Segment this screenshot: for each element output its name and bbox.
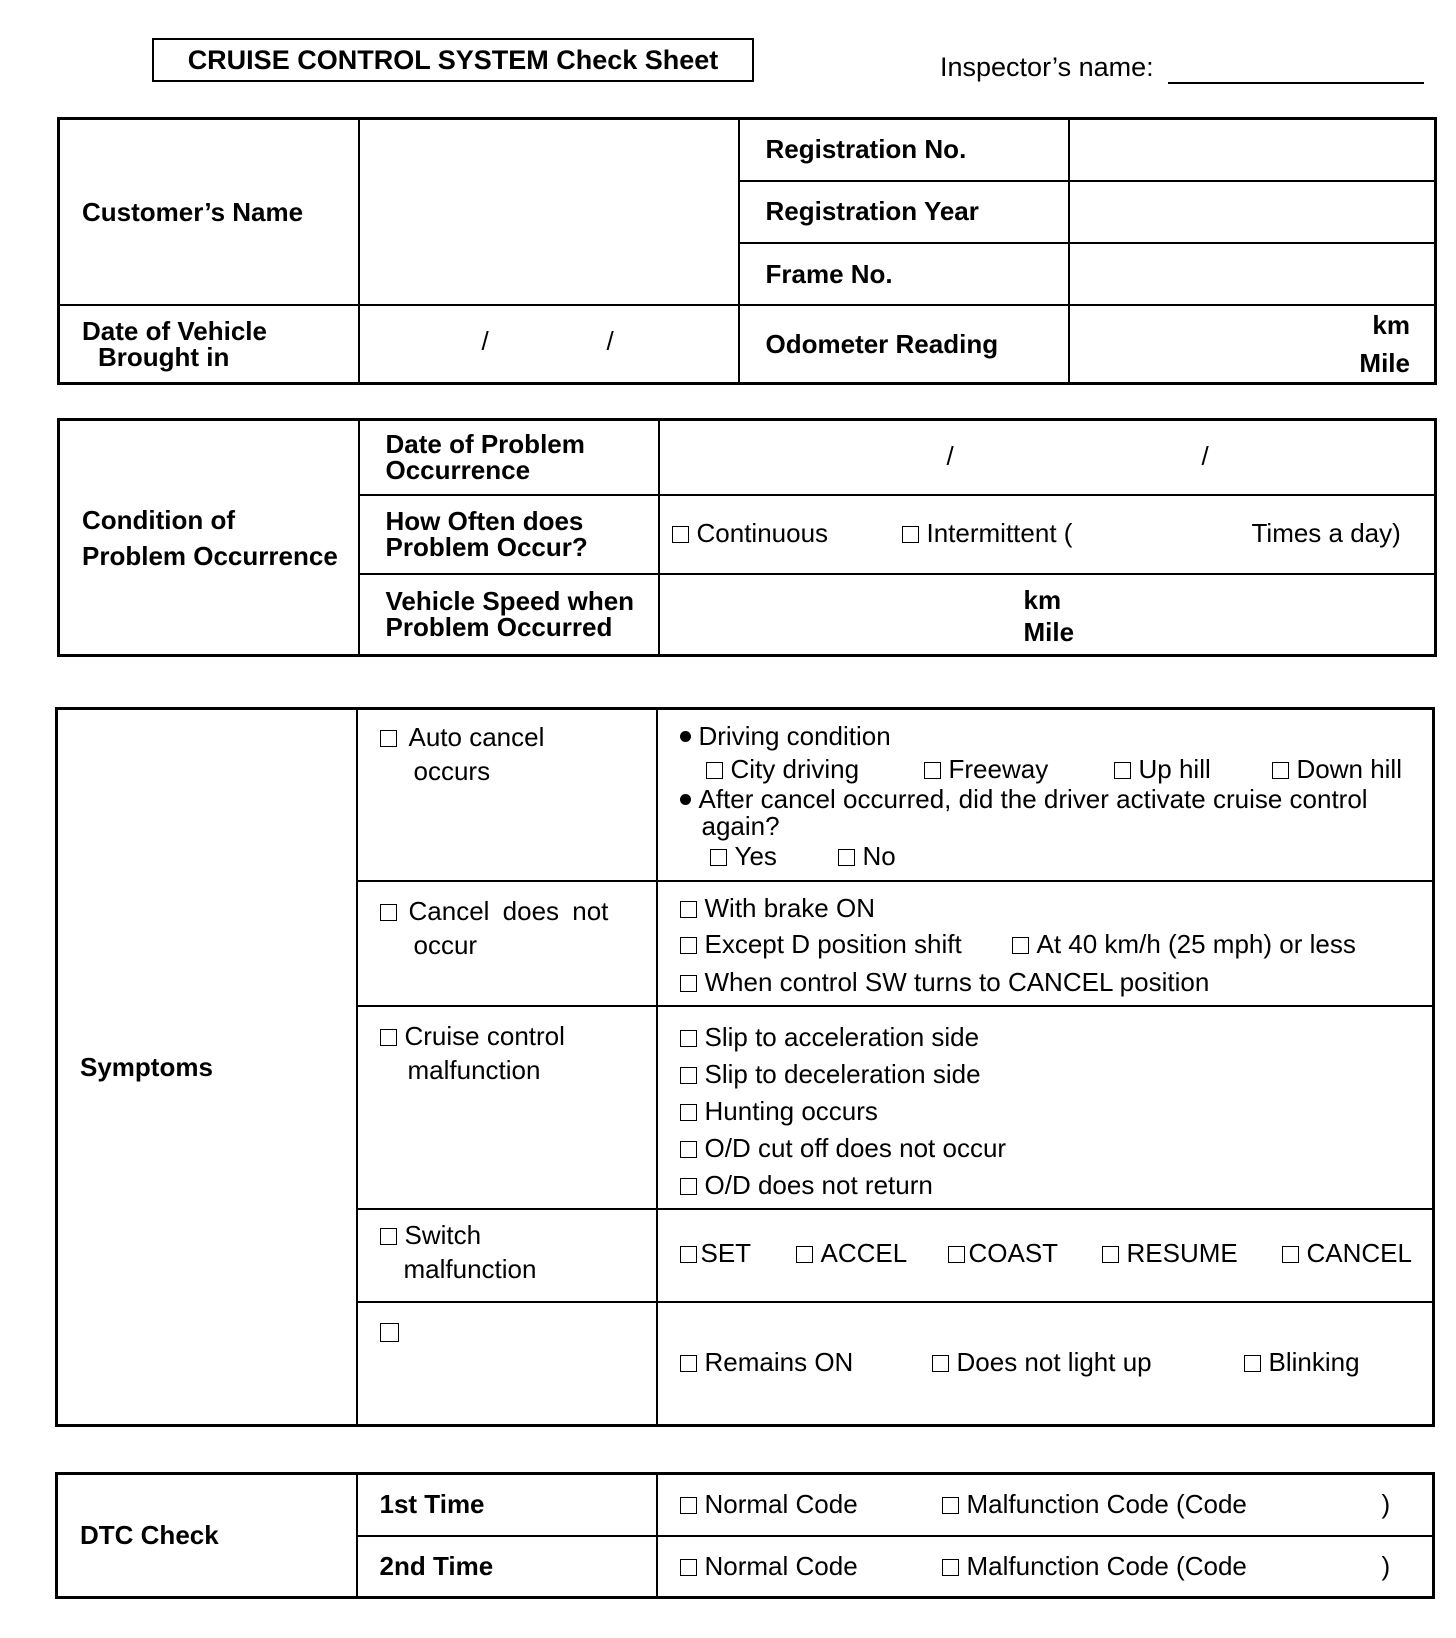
condition-label — [59, 420, 359, 656]
malfunction-option[interactable] — [680, 1056, 1433, 1093]
condition-label-line1: Condition of — [82, 504, 236, 535]
malfunction-option[interactable] — [680, 1167, 1433, 1204]
registration-no-field[interactable] — [1069, 119, 1436, 181]
date-brought-label-line2: Brought in — [98, 342, 230, 373]
indicator-checkbox[interactable] — [380, 1323, 399, 1342]
auto-cancel-checkbox[interactable] — [380, 730, 397, 747]
malfunction-details — [657, 1006, 1434, 1209]
how-often-field — [659, 495, 1436, 574]
yes-option[interactable] — [710, 841, 777, 872]
checkbox-icon[interactable] — [680, 1104, 697, 1121]
except-d-option[interactable] — [680, 929, 962, 960]
problem-date-label-line1: Date of Problem — [385, 429, 585, 460]
cancel-option[interactable] — [1282, 1238, 1412, 1269]
problem-date-label — [359, 420, 659, 495]
no-option[interactable] — [838, 841, 896, 872]
reactivate-question-line2: again? — [701, 811, 780, 841]
date-brought-in-field[interactable] — [359, 305, 739, 383]
condition-label-line2: Problem Occurrence — [82, 540, 338, 571]
odometer-field[interactable] — [1069, 305, 1436, 383]
indicator-cell — [357, 1302, 657, 1425]
checkbox-icon[interactable] — [680, 1067, 697, 1084]
option-label: Malfunction Code (Code — [966, 1550, 1247, 1581]
checkbox-icon[interactable] — [948, 1246, 965, 1263]
checkbox-icon[interactable] — [1114, 762, 1131, 779]
option-label: Hunting occurs — [704, 1096, 878, 1127]
checkbox-icon[interactable] — [1012, 937, 1029, 954]
checkbox-icon[interactable] — [710, 849, 727, 866]
cancel-not-checkbox[interactable] — [380, 904, 397, 921]
malfunction-label-line2: malfunction — [407, 1055, 541, 1086]
customer-name-field[interactable] — [359, 119, 739, 306]
checkbox-icon[interactable] — [924, 762, 941, 779]
checkbox-icon[interactable] — [680, 1030, 697, 1047]
speed-field[interactable] — [659, 574, 1436, 656]
symptoms-table — [55, 707, 1435, 1427]
intermittent-option[interactable] — [902, 518, 1073, 549]
option-label: ACCEL — [820, 1237, 908, 1268]
problem-date-field[interactable] — [659, 420, 1436, 495]
reactivate-question: After cancel occurred, did the driver activate cruise control — [698, 784, 1368, 814]
date-brought-in-label — [59, 305, 359, 383]
remains-on-option[interactable] — [680, 1347, 854, 1378]
speed-label-line2: Problem Occurred — [385, 612, 613, 643]
checkbox-icon[interactable] — [706, 762, 723, 779]
malfunction-option[interactable] — [680, 1130, 1433, 1167]
problem-date-label-line2: Occurrence — [385, 455, 531, 486]
option-label: Remains ON — [704, 1347, 854, 1378]
first-time-label: 1st Time — [357, 1474, 657, 1536]
checkbox-icon[interactable] — [680, 975, 697, 992]
auto-cancel-label-line2: occurs — [413, 756, 491, 786]
option-label: At 40 km/h (25 mph) or less — [1036, 928, 1356, 959]
unit-km: km — [1023, 584, 1062, 615]
intermittent-label: Intermittent ( — [926, 517, 1073, 548]
not-light-option[interactable] — [932, 1347, 1152, 1378]
checkbox-icon[interactable] — [1282, 1246, 1299, 1263]
up-hill-option[interactable] — [1114, 754, 1211, 785]
checkbox-icon[interactable] — [680, 937, 697, 954]
option-label: Down hill — [1296, 754, 1402, 784]
option-label: City driving — [730, 754, 860, 784]
freeway-option[interactable] — [924, 754, 1049, 785]
frame-no-field[interactable] — [1069, 243, 1436, 305]
switch-label: Switch — [404, 1219, 482, 1250]
unit-mile: Mile — [1359, 348, 1410, 379]
normal-code-option[interactable] — [680, 1551, 858, 1582]
option-label: Yes — [734, 841, 777, 871]
option-label: Blinking — [1268, 1347, 1360, 1378]
auto-cancel-details — [657, 709, 1434, 881]
malfunction-option[interactable] — [680, 1093, 1433, 1130]
checkbox-icon[interactable] — [1272, 762, 1289, 779]
second-time-row — [657, 1536, 1434, 1598]
with-brake-option[interactable] — [680, 890, 1433, 927]
bullet-icon — [680, 794, 691, 805]
continuous-option[interactable] — [672, 518, 829, 549]
control-sw-option[interactable] — [680, 964, 1433, 1001]
inspector-label: Inspector’s name: — [940, 52, 1154, 82]
switch-checkbox[interactable] — [380, 1228, 397, 1245]
option-label: When control SW turns to CANCEL position — [704, 966, 1210, 997]
close-paren: ) — [1381, 1550, 1391, 1581]
close-paren: ) — [1381, 1489, 1391, 1519]
option-label: Freeway — [948, 754, 1049, 784]
malfunction-option[interactable] — [680, 1019, 1433, 1056]
auto-cancel-label: Auto cancel — [408, 722, 545, 752]
checkbox-icon[interactable] — [680, 1141, 697, 1158]
option-label: O/D cut off does not occur — [704, 1133, 1007, 1164]
registration-year-label: Registration Year — [739, 181, 1069, 243]
speed-label-line1: Vehicle Speed when — [385, 586, 635, 617]
vehicle-info-table — [57, 117, 1437, 385]
malfunction-code-option[interactable] — [942, 1551, 1247, 1582]
checkbox-icon[interactable] — [1244, 1355, 1261, 1372]
times-a-day-label: Times a day) — [1251, 517, 1401, 548]
switch-cell — [357, 1209, 657, 1302]
set-option[interactable] — [680, 1238, 752, 1269]
malfunction-code-option[interactable] — [942, 1489, 1247, 1520]
down-hill-option[interactable] — [1272, 754, 1403, 785]
option-label: COAST — [968, 1237, 1059, 1268]
condition-table — [57, 418, 1437, 657]
malfunction-cell — [357, 1006, 657, 1209]
checkbox-icon[interactable] — [838, 849, 855, 866]
date-separator: / — [1201, 441, 1209, 471]
checkbox-icon[interactable] — [680, 1178, 697, 1195]
option-label: Normal Code — [704, 1489, 858, 1519]
checkbox-icon[interactable] — [680, 1355, 697, 1372]
malfunction-label: Cruise control — [404, 1021, 565, 1052]
indicator-details — [657, 1302, 1434, 1425]
cancel-not-label: Cancel does not — [408, 895, 609, 926]
accel-option[interactable] — [796, 1238, 908, 1269]
date-brought-label-line1: Date of Vehicle — [82, 316, 267, 347]
switch-label-line2: malfunction — [403, 1253, 537, 1284]
unit-mile: Mile — [1023, 616, 1075, 647]
checkbox-icon[interactable] — [942, 1559, 959, 1576]
checkbox-icon[interactable] — [796, 1246, 813, 1263]
option-label: RESUME — [1126, 1237, 1238, 1268]
checkbox-icon[interactable] — [902, 526, 919, 543]
symptoms-label: Symptoms — [57, 709, 357, 1426]
checkbox-icon[interactable] — [932, 1355, 949, 1372]
how-often-label — [359, 495, 659, 574]
checkbox-icon[interactable] — [672, 526, 689, 543]
resume-option[interactable] — [1102, 1238, 1238, 1269]
first-time-row — [657, 1474, 1434, 1536]
continuous-label: Continuous — [696, 517, 829, 548]
blinking-option[interactable] — [1244, 1347, 1360, 1378]
checkbox-icon[interactable] — [680, 1246, 697, 1263]
option-label: Does not light up — [956, 1347, 1152, 1378]
cancel-not-details — [657, 881, 1434, 1006]
inspector-name-field[interactable] — [1168, 82, 1424, 84]
page-title: CRUISE CONTROL SYSTEM Check Sheet — [152, 38, 754, 82]
checkbox-icon[interactable] — [680, 1497, 697, 1514]
checkbox-icon[interactable] — [680, 1559, 697, 1576]
checkbox-icon[interactable] — [942, 1497, 959, 1514]
second-time-label: 2nd Time — [357, 1536, 657, 1598]
option-label: Except D position shift — [704, 928, 962, 959]
odometer-label: Odometer Reading — [739, 305, 1069, 383]
option-label: Malfunction Code (Code — [966, 1489, 1247, 1519]
at-40-option[interactable] — [1012, 929, 1356, 960]
date-separator: / — [606, 326, 614, 357]
option-label: Slip to deceleration side — [704, 1059, 981, 1090]
option-label: With brake ON — [704, 892, 875, 923]
customer-name-label: Customer’s Name — [59, 119, 359, 306]
normal-code-option[interactable] — [680, 1489, 858, 1520]
option-label: CANCEL — [1306, 1237, 1412, 1268]
option-label: O/D does not return — [704, 1170, 933, 1201]
cancel-not-label-line2: occur — [413, 929, 478, 960]
coast-option[interactable] — [948, 1238, 1059, 1269]
dtc-label: DTC Check — [57, 1474, 357, 1598]
option-label: Slip to acceleration side — [704, 1022, 980, 1053]
cancel-not-cell — [357, 881, 657, 1006]
registration-year-field[interactable] — [1069, 181, 1436, 243]
driving-condition-label: Driving condition — [698, 721, 891, 751]
auto-cancel-cell — [357, 709, 657, 881]
city-driving-option[interactable] — [706, 754, 860, 785]
date-separator: / — [481, 326, 489, 357]
speed-label — [359, 574, 659, 656]
date-separator: / — [946, 441, 954, 471]
option-label: Normal Code — [704, 1550, 858, 1581]
option-label: SET — [700, 1237, 752, 1268]
how-often-label-line1: How Often does — [385, 506, 584, 536]
checkbox-icon[interactable] — [1102, 1246, 1119, 1263]
frame-no-label: Frame No. — [739, 243, 1069, 305]
option-label: Up hill — [1138, 754, 1211, 784]
option-label: No — [862, 841, 896, 871]
unit-km: km — [1372, 310, 1410, 341]
bullet-icon — [680, 731, 691, 742]
dtc-table — [55, 1472, 1435, 1599]
checkbox-icon[interactable] — [680, 901, 697, 918]
switch-details — [657, 1209, 1434, 1302]
malfunction-checkbox[interactable] — [380, 1029, 397, 1046]
registration-no-label: Registration No. — [739, 119, 1069, 181]
how-often-label-line2: Problem Occur? — [385, 532, 588, 562]
